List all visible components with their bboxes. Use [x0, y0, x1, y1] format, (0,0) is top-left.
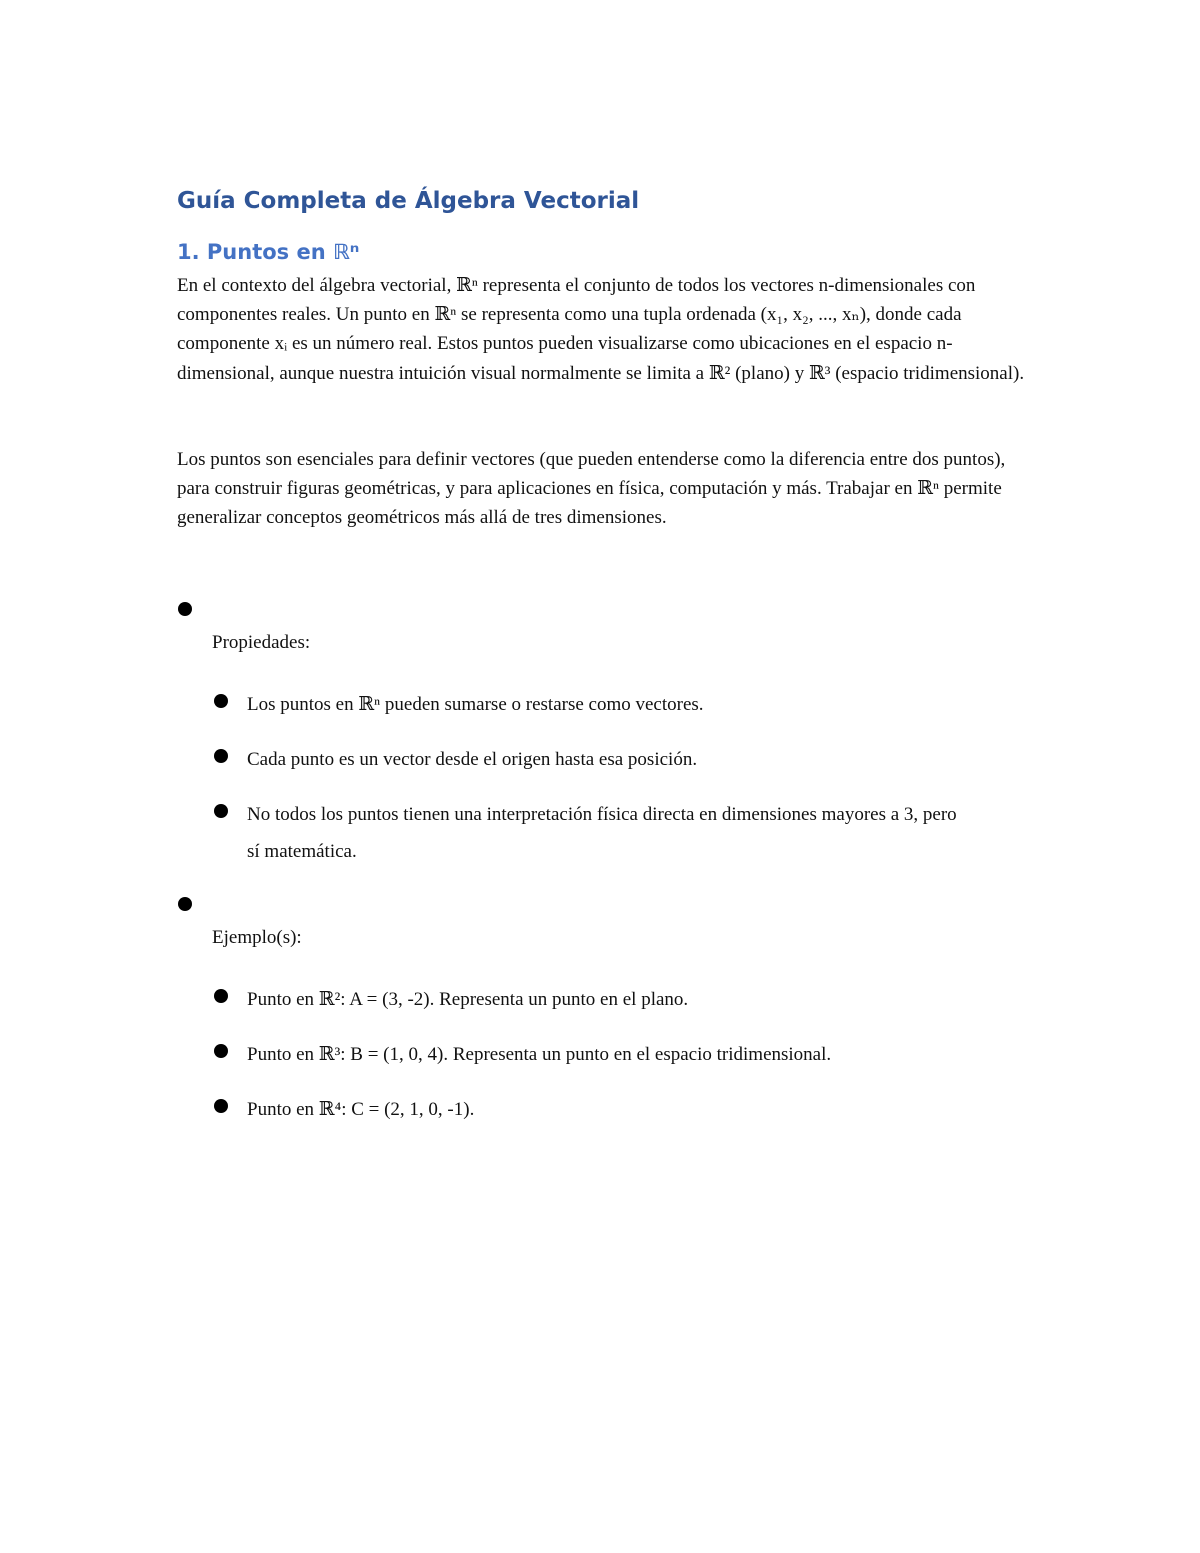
list-item: [212, 1091, 972, 1128]
document-title: Guía Completa de Álgebra Vectorial: [177, 188, 640, 214]
bullet-icon: [214, 804, 228, 818]
example-text: Punto en ℝ⁴: C = (2, 1, 0, -1).: [247, 1099, 475, 1120]
example-text: Punto en ℝ³: B = (1, 0, 4). Representa un punto en el espacio tridimensional.: [247, 1044, 832, 1065]
property-text: Cada punto es un vector desde el origen hasta esa posición.: [247, 749, 698, 770]
list-item: [212, 686, 972, 723]
bullet-icon: [214, 749, 228, 763]
list-item: [212, 796, 972, 870]
bullet-icon: [214, 1099, 228, 1113]
list-item: [212, 981, 972, 1018]
bullet-icon: [178, 897, 192, 911]
intro-paragraph: En el contexto del álgebra vectorial, ℝⁿ representa el conjunto de todos los vectores n-dimensionales con componentes reales. Un punto en ℝⁿ se representa como una tupla ordenada (x₁, x₂, ..., xₙ), donde cada componente xᵢ es un número real. Estos puntos pueden visualizarse como ubicaciones en el espacio n-dimensional, aunque nuestra intuición visual normalmente se limita a ℝ² (plano) y ℝ³ (espacio tridimensional).: [177, 275, 1025, 384]
bullet-icon: [178, 602, 192, 616]
property-text: No todos los puntos tienen una interpretación física directa en dimensiones mayores a 3, pero sí matemática.: [247, 804, 957, 862]
section-heading: 1. Puntos en ℝⁿ: [177, 240, 360, 264]
list-item: [212, 1036, 972, 1073]
examples-label: Ejemplo(s):: [212, 927, 302, 948]
context-paragraph: Los puntos son esenciales para definir vectores (que pueden entenderse como la diferencia entre dos puntos), para construir figuras geométricas, y para aplicaciones en física, computación y más. Trabajar en ℝⁿ permite generalizar conceptos geométricos más allá de tres dimensiones.: [177, 449, 1006, 529]
examples-list: [212, 985, 972, 1150]
bullet-icon: [214, 1044, 228, 1058]
bullet-icon: [214, 989, 228, 1003]
example-text: Punto en ℝ²: A = (3, -2). Representa un punto en el plano.: [247, 989, 689, 1010]
property-text: Los puntos en ℝⁿ pueden sumarse o restarse como vectores.: [247, 694, 704, 715]
properties-list: [212, 690, 972, 892]
list-item: [212, 741, 972, 778]
properties-label: Propiedades:: [212, 632, 311, 653]
bullet-icon: [214, 694, 228, 708]
